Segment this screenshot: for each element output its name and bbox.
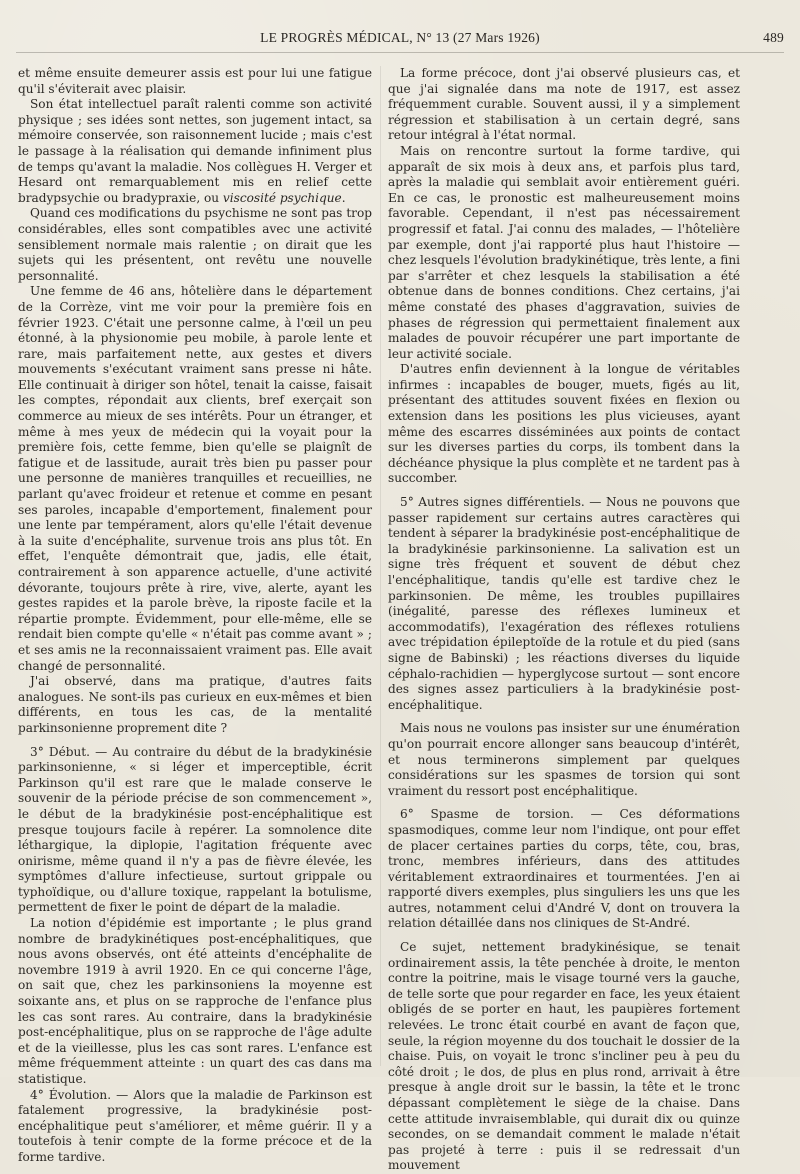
paragraph: Une femme de 46 ans, hôtelière dans le département de la Corrèze, vint me voir pour la première fois en février 1923. C'était une personne calme, à l'œil un peu étonné, à la physionomie peu mobile, à parole lente et rare, mais parfaitement nette, aux gestes et divers mouvements s'exécutant vraiment sans presse ni hâte. Elle continuait à diriger son hôtel, tenait la caisse, faisait les comptes, répondait aux clients, bref exerçait son commerce au mieux de ses intérêts. Pour un étranger, et même à mes yeux de médecin qui la voyait pour la première fois, cette femme, bien qu'elle se plaignît de fatigue et de lassitude, aurait très bien pu passer pour une personne de manières tranquilles et recueillies, ne parlant qu'avec froideur et retenue et comme en pesant ses paroles, incapable d'emportement, finalement pour une lente par tempérament, alors qu'elle l'était devenue à la suite d'encéphalite, survenue trois ans plus tôt. En effet, l'enquête démontrait que, jadis, elle était, contrairement à son apparence actuelle, d'une activité dévorante, toujours prête à rire, vive, alerte, ayant les gestes rapides et la parole brève, la riposte facile et la répartie prompte. Évidemment, pour elle-même, elle se rendait bien compte qu'elle « n'était pas comme avant » ; et ses amis ne la reconnaissaient vraiment pas. Elle avait changé de personnalité.	[18, 284, 372, 673]
paragraph: J'ai observé, dans ma pratique, d'autres faits analogues. Ne sont-ils pas curieux en eux-mêmes et bien différents, en tous les cas, de la mentalité parkinsonienne proprement dite ?	[18, 674, 372, 735]
right-column	[388, 66, 740, 1173]
journal-title: LE PROGRÈS MÉDICAL, N° 13 (27 Mars 1926)	[260, 30, 540, 45]
paragraph: Quand ces modifications du psychisme ne sont pas trop considérables, elles sont compatibles avec une activité sensiblement normale mais ralentie ; on dirait que les sujets qui les présentent, ont revêtu une nouvelle personnalité.	[18, 206, 372, 283]
left-column	[18, 66, 372, 1164]
paragraph: Ce sujet, nettement bradykinésique, se tenait ordinairement assis, la tête penchée à droite, le menton contre la poitrine, mais le visage tourné vers la gauche, de telle sorte que pour regarder en face, les yeux étaient obligés de se porter en haut, les paupières fortement relevées. Le tronc était courbé en avant de façon que, seule, la région moyenne du dos touchait le dossier de la chaise. Puis, on voyait le tronc s'incliner peu à peu du côté droit ; le dos, de plus en plus rond, arrivait à être presque à angle droit sur le bassin, la tête et le tronc dépassant complètement le siège de la chaise. Dans cette attitude invraisemblable, qui durait dix ou quinze secondes, on se demandait comment le malade n'était pas projeté à terre : puis il se redressait d'un mouvement	[388, 940, 740, 1173]
italic-term: viscosité psychique	[222, 190, 342, 205]
punctuation: .	[341, 190, 346, 205]
paragraph: La notion d'épidémie est importante ; le plus grand nombre de bradykinétiques post-encéphalitiques, que nous avons observés, ont été atteints d'encéphalite de novembre 1919 à avril 1920. En ce qui concerne l'âge, on sait que, chez les parkinsoniens la moyenne est soixante ans, et plus on se rapproche de l'enfance plus les cas sont rares. Au contraire, dans la bradykinésie post-encéphalitique, plus on se rapproche de l'âge adulte et de la vieillesse, plus les cas sont rares. L'enfance est même fréquemment atteinte : un quart des cas dans ma statistique.	[18, 916, 372, 1086]
header-rule	[16, 52, 784, 53]
page-number: 489	[763, 30, 784, 45]
paragraph	[18, 97, 372, 206]
paragraph: Mais on rencontre surtout la forme tardive, qui apparaît de six mois à deux ans, et parfois plus tard, après la maladie qui semblait avoir entièrement guéri. En ce cas, le pronostic est malheureusement moins favorable. Cependant, il n'est pas nécessairement progressif et fatal. J'ai connu des malades, — l'hôtelière par exemple, dont j'ai rapporté plus haut l'histoire — chez lesquels l'évolution bradykinétique, très lente, a fini par s'arrêter et chez lesquels la stabilisation a été obtenue dans de bonnes conditions. Chez certains, j'ai même constaté des phases d'aggravation, suivies de phases de régression qui permettaient finalement aux malades de pouvoir récupérer une part importante de leur activité sociale.	[388, 143, 740, 361]
section-paragraph: 5° Autres signes différentiels. — Nous ne pouvons que passer rapidement sur certains autres caractères qui tendent à séparer la bradykinésie post-encéphalitique de la bradykinésie parkinsonienne. La salivation est un signe très fréquent et souvent de début chez l'encéphalitique, tandis qu'elle est tardive chez le parkinsonien. De même, les troubles pupillaires (inégalité, paresse des réflexes lumineux et accommodatifs), l'exagération des réflexes rotuliens avec trépidation épileptoïde de la rotule et du pied (sans signe de Babinski) ; les réactions diverses du liquide céphalo-rachidien — hyperglycose surtout — sont encore des signes assez particuliers à la bradykinésie post-encéphalitique.	[388, 495, 740, 712]
section-paragraph: 6° Spasme de torsion. — Ces déformations spasmodiques, comme leur nom l'indique, ont pour effet de placer certaines parties du corps, tête, cou, bras, tronc, membres inférieurs, dans des attitudes véritablement extraordinaires et tourmentées. J'en ai rapporté divers exemples, plus singuliers les uns que les autres, notamment celui d'André V, dont on trouvera la relation détaillée dans nos cliniques de St-André.	[388, 807, 740, 931]
column-divider	[380, 66, 381, 1066]
section-paragraph: 4° Évolution. — Alors que la maladie de Parkinson est fatalement progressive, la bradykinésie post-encéphalitique peut s'améliorer, et même guérir. Il y a toutefois à tenir compte de la forme précoce et de la forme tardive.	[18, 1087, 372, 1164]
paragraph: La forme précoce, dont j'ai observé plusieurs cas, et que j'ai signalée dans ma note de 1917, est assez fréquemment curable. Souvent aussi, il y a simplement régression et stabilisation à un certain degré, sans retour intégral à l'état normal.	[388, 66, 740, 143]
running-header	[16, 30, 784, 50]
section-paragraph: 3° Début. — Au contraire du début de la bradykinésie parkinsonienne, « si léger et imperceptible, écrit Parkinson qu'il est rare que le malade conserve le souvenir de la période précise de son commencement », le début de la bradykinésie post-encéphalitique est presque toujours facile à repérer. La somnolence dite léthargique, la diplopie, l'agitation fréquente avec onirisme, même quand il n'y a pas de fièvre élevée, les symptômes d'allure infectieuse, surtout grippale ou typhoïdique, ou d'allure toxique, rappelant la botulisme, permettent de fixer le point de départ de la maladie.	[18, 744, 372, 915]
paragraph: D'autres enfin deviennent à la longue de véritables infirmes : incapables de bouger, muets, figés au lit, présentant des attitudes souvent fixées en flexion ou extension dans les positions les plus vicieuses, ayant même des escarres disséminées aux points de contact sur les diverses parties du corps, ils tombent dans la déchéance physique la plus complète et ne tardent pas à succomber.	[388, 362, 740, 486]
paragraph: Mais nous ne voulons pas insister sur une énumération qu'on pourrait encore allonger sans beaucoup d'intérêt, et nous terminerons simplement par quelques considérations sur les spasmes de torsion qui sont vraiment du ressort post encéphalitique.	[388, 721, 740, 798]
paragraph-text: Son état intellectuel paraît ralenti comme son activité physique ; ses idées sont nettes, son jugement intact, sa mémoire conservée, son raisonnement lucide ; mais c'est le passage à la réalisation qui demande infiniment plus de temps qu'avant la maladie. Nos collègues H. Verger et Hesard ont remarquablement mis en relief cette bradypsychie ou bradypraxie, ou	[18, 97, 372, 205]
paragraph: et même ensuite demeurer assis est pour lui une fatigue qu'il s'éviterait avec plaisir.	[18, 66, 372, 96]
